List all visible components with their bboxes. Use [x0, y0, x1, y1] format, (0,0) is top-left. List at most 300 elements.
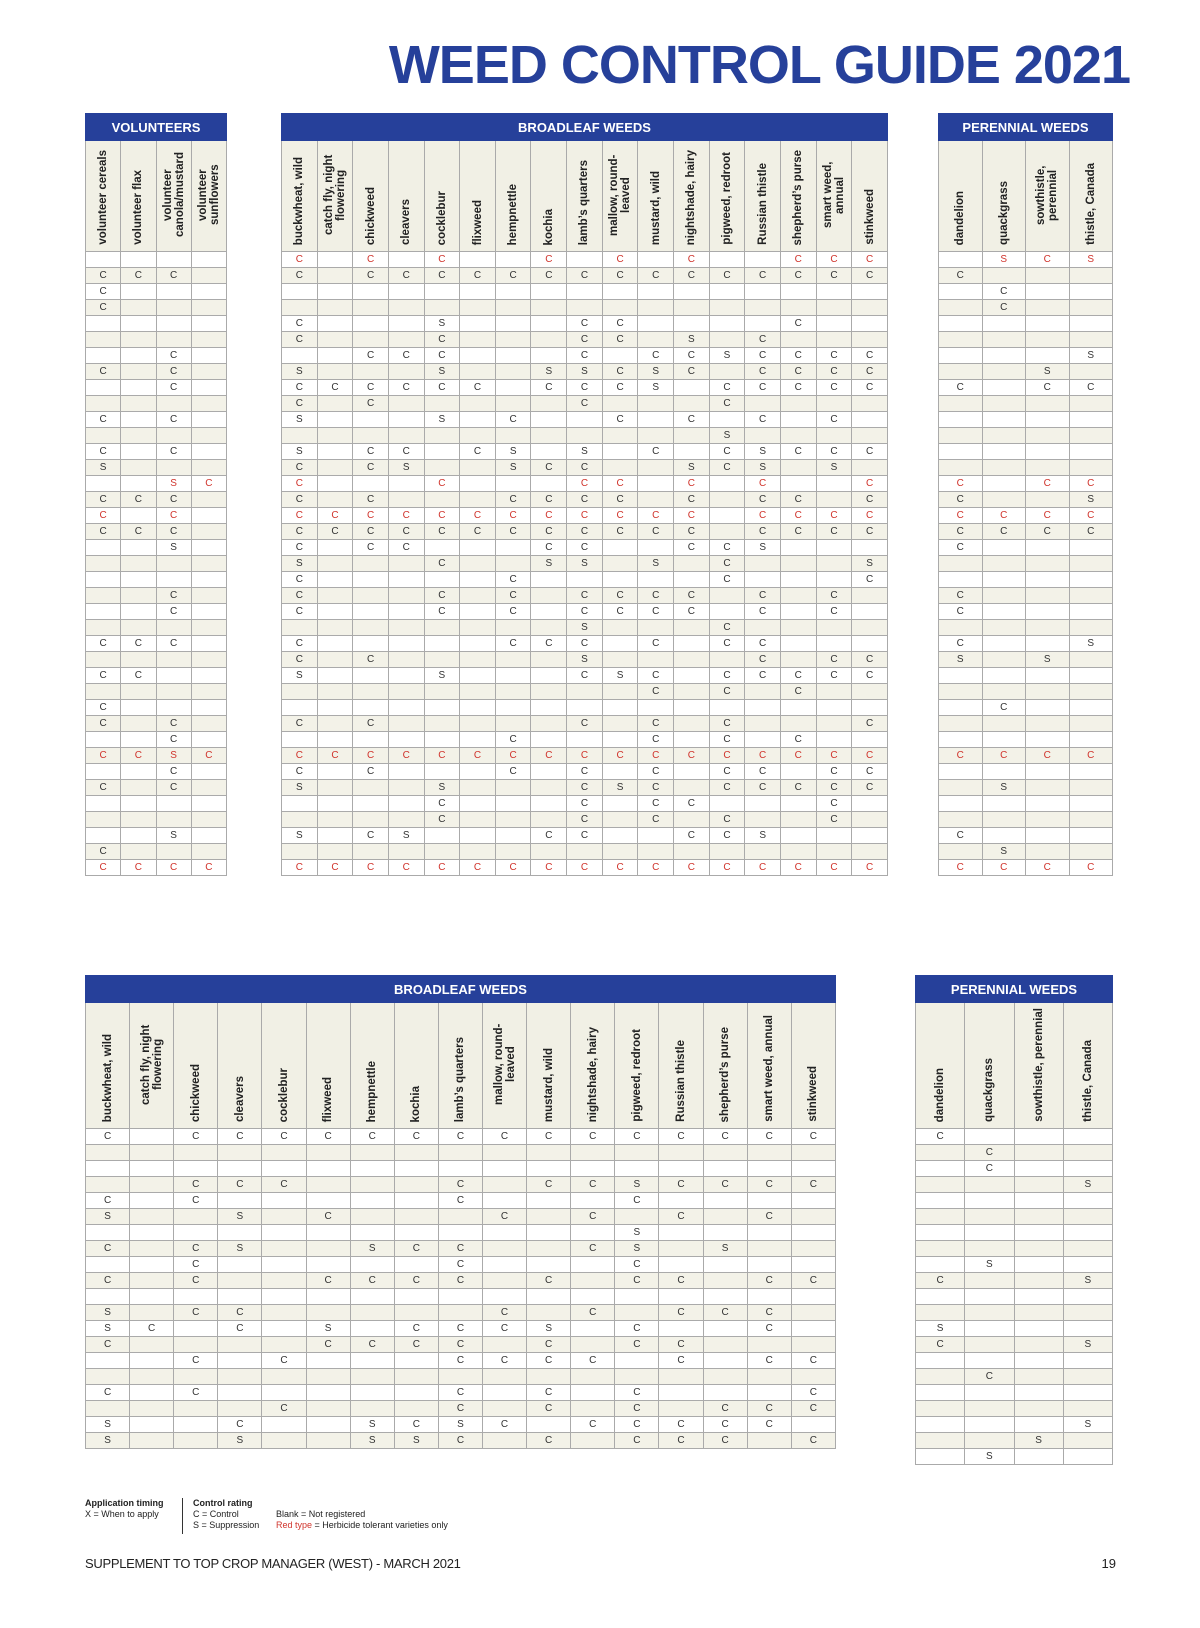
- column-header-dandelion: [939, 141, 983, 252]
- rating-cell: S: [982, 844, 1026, 860]
- rating-cell: C: [353, 268, 389, 284]
- rating-cell: [1026, 412, 1070, 428]
- rating-cell: [965, 1353, 1014, 1369]
- rating-cell: C: [939, 524, 983, 540]
- rating-cell: [174, 1225, 218, 1241]
- rating-cell: C: [745, 764, 781, 780]
- table-row: [282, 828, 888, 844]
- rating-cell: S: [531, 364, 567, 380]
- rating-cell: [460, 412, 496, 428]
- rating-cell: C: [659, 1337, 703, 1353]
- rating-cell: [816, 716, 852, 732]
- rating-cell: [191, 684, 226, 700]
- rating-cell: [745, 812, 781, 828]
- rating-cell: [218, 1369, 262, 1385]
- rating-cell: [674, 380, 710, 396]
- rating-cell: C: [615, 1385, 659, 1401]
- column-header-catch-fly-night-flowering: [130, 1003, 174, 1129]
- rating-cell: [130, 1225, 174, 1241]
- rating-cell: C: [567, 796, 603, 812]
- table-row: [282, 524, 888, 540]
- rating-cell: [816, 556, 852, 572]
- rating-cell: [780, 716, 816, 732]
- table-row: [86, 348, 227, 364]
- rating-cell: C: [638, 444, 674, 460]
- column-header-nightshade-hairy: [674, 141, 710, 252]
- rating-cell: [306, 1145, 350, 1161]
- rating-cell: [709, 364, 745, 380]
- table-row: [86, 1225, 836, 1241]
- rating-cell: C: [424, 524, 460, 540]
- rating-cell: C: [424, 268, 460, 284]
- rating-cell: [1014, 1353, 1063, 1369]
- rating-cell: [1069, 668, 1113, 684]
- rating-cell: C: [709, 540, 745, 556]
- rating-cell: [638, 316, 674, 332]
- rating-cell: C: [852, 476, 888, 492]
- rating-cell: [571, 1145, 615, 1161]
- table-row: [939, 524, 1113, 540]
- rating-cell: C: [1069, 748, 1113, 764]
- table-row: [86, 1193, 836, 1209]
- rating-cell: C: [388, 540, 424, 556]
- rating-cell: C: [191, 476, 226, 492]
- column-header-lamb-s-quarters: [438, 1003, 482, 1129]
- rating-cell: [460, 252, 496, 268]
- rating-cell: S: [1069, 252, 1113, 268]
- rating-cell: [1063, 1257, 1112, 1273]
- column-header-label: nightshade, hairy: [685, 149, 698, 245]
- rating-cell: C: [638, 604, 674, 620]
- rating-cell: [306, 1225, 350, 1241]
- rating-cell: [602, 396, 638, 412]
- rating-cell: C: [156, 380, 191, 396]
- rating-cell: [394, 1209, 438, 1225]
- rating-cell: C: [86, 700, 121, 716]
- rating-cell: C: [602, 252, 638, 268]
- rating-cell: S: [86, 460, 121, 476]
- rating-cell: C: [939, 492, 983, 508]
- table-row: [86, 556, 227, 572]
- rating-cell: C: [388, 508, 424, 524]
- rating-cell: [674, 764, 710, 780]
- rating-cell: [602, 348, 638, 364]
- rating-cell: C: [353, 764, 389, 780]
- rating-cell: [747, 1257, 791, 1273]
- rating-cell: [816, 620, 852, 636]
- rating-cell: [121, 460, 156, 476]
- rating-cell: C: [460, 380, 496, 396]
- rating-cell: [191, 524, 226, 540]
- rating-cell: S: [1063, 1417, 1112, 1433]
- rating-cell: [638, 844, 674, 860]
- table-row: [939, 684, 1113, 700]
- rating-cell: [982, 684, 1026, 700]
- rating-cell: [86, 1161, 130, 1177]
- rating-cell: [531, 348, 567, 364]
- rating-cell: [531, 396, 567, 412]
- rating-cell: [982, 364, 1026, 380]
- rating-cell: C: [282, 316, 318, 332]
- rating-cell: C: [282, 540, 318, 556]
- rating-cell: [674, 620, 710, 636]
- column-header-label: volunteer flax: [132, 170, 145, 245]
- rating-cell: [816, 844, 852, 860]
- column-header-label: smart weed, annual: [763, 1015, 776, 1122]
- rating-cell: [130, 1305, 174, 1321]
- rating-cell: C: [156, 412, 191, 428]
- rating-cell: [1069, 268, 1113, 284]
- rating-cell: [709, 316, 745, 332]
- rating-cell: [791, 1193, 835, 1209]
- rating-cell: C: [709, 620, 745, 636]
- rating-cell: C: [780, 316, 816, 332]
- legend-rating-title: Control rating: [193, 1498, 253, 1508]
- rating-cell: [156, 572, 191, 588]
- rating-cell: C: [567, 508, 603, 524]
- rating-cell: [816, 428, 852, 444]
- rating-cell: [174, 1321, 218, 1337]
- rating-cell: [282, 796, 318, 812]
- rating-cell: S: [424, 316, 460, 332]
- rating-cell: C: [709, 268, 745, 284]
- table-row: [916, 1305, 1113, 1321]
- rating-cell: [567, 252, 603, 268]
- rating-cell: C: [156, 588, 191, 604]
- rating-cell: [745, 716, 781, 732]
- rating-cell: C: [282, 588, 318, 604]
- rating-cell: C: [709, 812, 745, 828]
- rating-cell: [567, 284, 603, 300]
- rating-cell: C: [567, 348, 603, 364]
- rating-cell: S: [350, 1241, 394, 1257]
- rating-cell: [1014, 1289, 1063, 1305]
- rating-cell: C: [659, 1417, 703, 1433]
- rating-cell: [571, 1289, 615, 1305]
- table-row: [86, 460, 227, 476]
- rating-cell: C: [567, 524, 603, 540]
- rating-cell: C: [460, 508, 496, 524]
- rating-cell: [121, 428, 156, 444]
- rating-cell: [317, 652, 353, 668]
- rating-cell: C: [852, 380, 888, 396]
- rating-cell: [939, 332, 983, 348]
- legend-timing-x: X = When to apply: [85, 1509, 159, 1519]
- column-header-volunteer-flax: [121, 141, 156, 252]
- rating-cell: [791, 1321, 835, 1337]
- rating-cell: C: [939, 268, 983, 284]
- rating-cell: C: [438, 1177, 482, 1193]
- rating-cell: [615, 1209, 659, 1225]
- rating-cell: C: [1026, 476, 1070, 492]
- rating-cell: [780, 636, 816, 652]
- rating-cell: [350, 1353, 394, 1369]
- rating-cell: [1026, 844, 1070, 860]
- rating-cell: [709, 492, 745, 508]
- rating-cell: [191, 492, 226, 508]
- table-row: [86, 828, 227, 844]
- rating-cell: C: [388, 444, 424, 460]
- rating-cell: [317, 364, 353, 380]
- rating-cell: [394, 1193, 438, 1209]
- rating-cell: [191, 668, 226, 684]
- rating-cell: [571, 1257, 615, 1273]
- rating-cell: [982, 604, 1026, 620]
- rating-cell: C: [495, 588, 531, 604]
- rating-cell: [495, 620, 531, 636]
- rating-cell: C: [709, 780, 745, 796]
- rating-cell: [191, 284, 226, 300]
- rating-cell: [1014, 1193, 1063, 1209]
- rating-cell: [1063, 1145, 1112, 1161]
- rating-cell: C: [495, 636, 531, 652]
- rating-cell: C: [674, 588, 710, 604]
- rating-cell: [317, 348, 353, 364]
- rating-cell: S: [615, 1241, 659, 1257]
- rating-cell: [388, 764, 424, 780]
- rating-cell: C: [86, 844, 121, 860]
- rating-cell: C: [353, 540, 389, 556]
- rating-cell: [709, 412, 745, 428]
- rating-cell: [353, 588, 389, 604]
- column-header-label: Russian thistle: [756, 163, 769, 245]
- rating-cell: [602, 844, 638, 860]
- rating-cell: [916, 1369, 965, 1385]
- rating-cell: [531, 684, 567, 700]
- rating-cell: [482, 1289, 526, 1305]
- rating-cell: C: [394, 1321, 438, 1337]
- rating-cell: [1014, 1257, 1063, 1273]
- rating-cell: [353, 412, 389, 428]
- rating-cell: [388, 492, 424, 508]
- rating-cell: C: [638, 668, 674, 684]
- column-header-label: mallow, round-leaved: [608, 154, 633, 236]
- rating-cell: [121, 700, 156, 716]
- rating-cell: [218, 1193, 262, 1209]
- rating-cell: [460, 636, 496, 652]
- rating-cell: C: [780, 252, 816, 268]
- page-title: WEED CONTROL GUIDE 2021: [388, 35, 1130, 95]
- column-header-label: quackgrass: [983, 1058, 996, 1122]
- rating-cell: [745, 428, 781, 444]
- rating-cell: C: [353, 652, 389, 668]
- perennial-weeds-table-top: [938, 113, 1113, 876]
- rating-cell: [1014, 1321, 1063, 1337]
- rating-cell: [1014, 1145, 1063, 1161]
- rating-cell: [121, 604, 156, 620]
- rating-cell: [852, 300, 888, 316]
- rating-cell: [982, 348, 1026, 364]
- rating-cell: C: [527, 1385, 571, 1401]
- column-header-label: pigweed, redroot: [630, 1029, 643, 1122]
- rating-cell: [388, 700, 424, 716]
- rating-cell: [388, 284, 424, 300]
- table-row: [86, 1433, 836, 1449]
- rating-cell: C: [495, 604, 531, 620]
- rating-cell: C: [174, 1273, 218, 1289]
- rating-cell: [747, 1145, 791, 1161]
- rating-cell: [394, 1177, 438, 1193]
- rating-cell: [791, 1289, 835, 1305]
- rating-cell: C: [939, 508, 983, 524]
- column-header-chickweed: [174, 1003, 218, 1129]
- rating-cell: S: [567, 556, 603, 572]
- rating-cell: [388, 668, 424, 684]
- rating-cell: C: [816, 668, 852, 684]
- rating-cell: [121, 780, 156, 796]
- rating-cell: S: [1069, 636, 1113, 652]
- rating-cell: [424, 444, 460, 460]
- legend-timing: [85, 1498, 164, 1520]
- rating-cell: [791, 1257, 835, 1273]
- rating-cell: [317, 636, 353, 652]
- rating-cell: [262, 1321, 306, 1337]
- rating-cell: S: [424, 364, 460, 380]
- column-header-russian-thistle: [745, 141, 781, 252]
- rating-cell: C: [86, 524, 121, 540]
- rating-cell: C: [350, 1337, 394, 1353]
- rating-cell: [121, 556, 156, 572]
- rating-cell: C: [816, 364, 852, 380]
- rating-cell: S: [282, 556, 318, 572]
- rating-cell: [674, 444, 710, 460]
- rating-cell: S: [495, 444, 531, 460]
- rating-cell: C: [424, 476, 460, 492]
- rating-cell: S: [745, 540, 781, 556]
- rating-cell: [191, 508, 226, 524]
- rating-cell: C: [156, 508, 191, 524]
- rating-cell: C: [615, 1129, 659, 1145]
- rating-cell: [567, 572, 603, 588]
- table-row: [86, 1177, 836, 1193]
- column-header-shepherd-s-purse: [780, 141, 816, 252]
- rating-cell: [353, 684, 389, 700]
- rating-cell: C: [638, 508, 674, 524]
- legend-notes: [276, 1509, 448, 1531]
- rating-cell: C: [495, 492, 531, 508]
- rating-cell: [1026, 268, 1070, 284]
- rating-cell: [1063, 1225, 1112, 1241]
- rating-cell: [982, 556, 1026, 572]
- rating-cell: [709, 300, 745, 316]
- rating-cell: [482, 1369, 526, 1385]
- table-row: [939, 428, 1113, 444]
- rating-cell: C: [282, 508, 318, 524]
- column-header-label: mustard, wild: [649, 170, 662, 245]
- rating-cell: C: [156, 860, 191, 876]
- rating-cell: C: [424, 812, 460, 828]
- rating-cell: C: [816, 780, 852, 796]
- column-header-buckwheat-wild: [86, 1003, 130, 1129]
- rating-cell: [317, 844, 353, 860]
- rating-cell: C: [282, 636, 318, 652]
- rating-cell: [86, 732, 121, 748]
- rating-cell: C: [852, 572, 888, 588]
- column-header-label: smart weed, annual: [821, 161, 846, 229]
- rating-cell: C: [780, 732, 816, 748]
- rating-cell: [350, 1321, 394, 1337]
- rating-cell: C: [438, 1433, 482, 1449]
- rating-cell: S: [1069, 492, 1113, 508]
- rating-cell: [424, 620, 460, 636]
- rating-cell: C: [791, 1353, 835, 1369]
- rating-cell: C: [531, 748, 567, 764]
- rating-cell: [531, 652, 567, 668]
- rating-cell: [965, 1289, 1014, 1305]
- rating-cell: [982, 444, 1026, 460]
- rating-cell: [121, 332, 156, 348]
- rating-cell: [495, 844, 531, 860]
- rating-cell: C: [531, 460, 567, 476]
- rating-cell: C: [567, 268, 603, 284]
- rating-cell: [965, 1401, 1014, 1417]
- rating-cell: C: [121, 492, 156, 508]
- rating-cell: [982, 332, 1026, 348]
- rating-cell: [282, 300, 318, 316]
- table-row: [282, 508, 888, 524]
- rating-cell: [939, 252, 983, 268]
- rating-cell: [482, 1145, 526, 1161]
- rating-cell: [282, 844, 318, 860]
- rating-cell: [350, 1401, 394, 1417]
- rating-cell: [350, 1161, 394, 1177]
- rating-cell: C: [674, 796, 710, 812]
- rating-cell: [531, 316, 567, 332]
- rating-cell: [1069, 540, 1113, 556]
- rating-cell: [191, 604, 226, 620]
- rating-cell: C: [816, 604, 852, 620]
- rating-cell: [852, 316, 888, 332]
- rating-cell: [282, 428, 318, 444]
- rating-cell: [567, 684, 603, 700]
- rating-cell: [262, 1209, 306, 1225]
- table-row: [939, 492, 1113, 508]
- rating-cell: S: [86, 1417, 130, 1433]
- rating-cell: [852, 284, 888, 300]
- rating-cell: [218, 1145, 262, 1161]
- rating-cell: [571, 1401, 615, 1417]
- rating-cell: C: [567, 812, 603, 828]
- rating-cell: [852, 620, 888, 636]
- rating-cell: C: [567, 380, 603, 396]
- rating-cell: [1014, 1161, 1063, 1177]
- rating-cell: [916, 1289, 965, 1305]
- rating-cell: C: [745, 652, 781, 668]
- rating-cell: C: [709, 732, 745, 748]
- rating-cell: C: [791, 1401, 835, 1417]
- rating-cell: C: [174, 1385, 218, 1401]
- rating-cell: [571, 1369, 615, 1385]
- rating-cell: [218, 1225, 262, 1241]
- rating-cell: [495, 540, 531, 556]
- rating-cell: [780, 572, 816, 588]
- rating-cell: C: [353, 252, 389, 268]
- table-row: [86, 396, 227, 412]
- rating-cell: [638, 284, 674, 300]
- rating-cell: [460, 460, 496, 476]
- column-header-label: thistle, Canada: [1081, 1040, 1094, 1122]
- table-row: [282, 796, 888, 812]
- table-row: [86, 620, 227, 636]
- rating-cell: [674, 572, 710, 588]
- rating-cell: [852, 700, 888, 716]
- column-header-label: cleavers: [233, 1075, 246, 1122]
- rating-cell: [531, 700, 567, 716]
- rating-cell: [939, 444, 983, 460]
- rating-cell: [602, 540, 638, 556]
- rating-cell: [495, 556, 531, 572]
- rating-cell: [1063, 1161, 1112, 1177]
